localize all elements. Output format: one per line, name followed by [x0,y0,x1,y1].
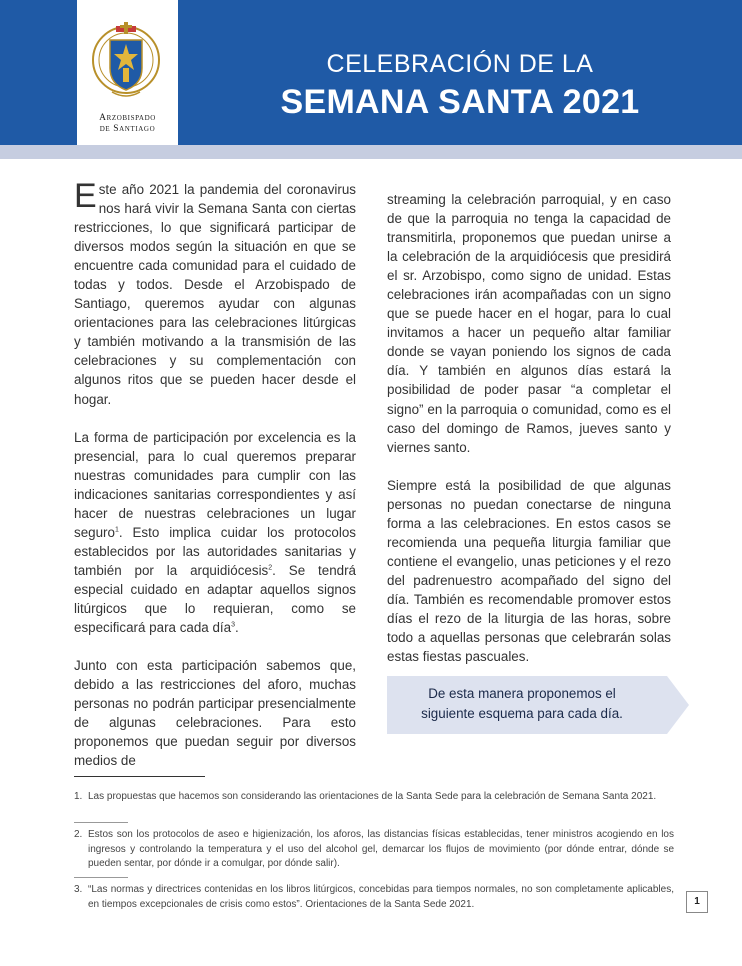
drop-cap: E [74,177,97,215]
footnote-separator [74,877,128,878]
page-title-line2: SEMANA SANTA 2021 [280,83,640,121]
footnote-text: “Las normas y directrices contenidas en los libros litúrgicos, concebidas para tiempos normales, no son completamente aplicables, en tiempos excepcionales de crisis como estos”. Orientaciones de la Santa Sede 2021. [88,884,674,910]
footnote-1 [74,790,674,805]
page-title-line1: CELEBRACIÓN DE LA [326,50,594,78]
footnote-3 [74,883,674,912]
callout-text [387,684,657,724]
footnote-separator [74,822,128,823]
header-sub-band [0,145,742,159]
callout-box [387,676,689,734]
footnote-ref: 1 [114,526,119,534]
logo-text-line1: Arzobispado [99,113,156,123]
paragraph-intro [74,177,356,409]
footnote-rule [74,776,205,777]
footnote-ref: 3 [231,621,235,629]
footnote-2 [74,828,674,872]
footnote-ref: 2 [268,564,273,572]
paragraph-family-liturgy: Siempre está la posibilidad de que algunas personas no puedan conectarse de ninguna forma a las celebraciones. En estos casos se recomienda una pequeña liturgia familiar que contiene el evangelio, unas peticiones y el rezo del padrenuestro acompañado del signo del día. También es recomendable promover estos días el rezo de la liturgia de las horas, sobre todo a aquellas personas que celebrarán solas estas fiestas pascuales. [387,477,671,665]
paragraph-text: . Esto implica cuidar los protocolos establecidos por las autoridades sanitarias y también por la arquidiócesis [74,524,356,578]
footnote-number: 2. [74,829,83,840]
footnote-number: 1. [74,791,83,802]
logo [77,0,178,145]
paragraph-participation [74,428,356,638]
footnote-text: Estos son los protocolos de aseo e higienización, los aforos, las distancias físicas establecidas, tener ministros acogiendo en los ingresos y controlando la temperatura y el uso del alcohol gel, demarcar los flujos de movimiento (por dónde entrar, dónde se pueden sentar, por dónde ir a comulgar, por dónde salir). [88,829,674,869]
paragraph-intro-text: ste año 2021 la pandemia del coronavirus nos hará vivir la Semana Santa con ciertas restricciones, lo que significará participar de diversos modos según la situación en que se encuentre cada comunidad para el cuidado de todas y todos. Desde el Arzobispado de Santiago, queremos ayudar con algunas orientaciones para las celebraciones litúrgicas y también motivando a la transmisión de las celebraciones y su complementación con algunos ritos que se pueden hacer desde el hogar. [74,182,356,407]
footnote-text: Las propuestas que hacemos son considerando las orientaciones de la Santa Sede para la celebración de Semana Santa 2021. [88,791,657,802]
right-column [387,190,671,685]
callout-line1: De esta manera proponemos el [428,686,616,701]
callout-line2: siguiente esquema para cada día. [421,706,623,721]
paragraph-streaming: Junto con esta participación sabemos que, debido a las restricciones del aforo, muchas personas no podrán participar presencialmente de algunas celebraciones. Para esto proponemos que puedan seguir por diversos medios de [74,658,356,769]
paragraph-text: . [234,620,239,636]
page-number: 1 [686,891,708,913]
left-column [74,177,357,789]
paragraph-text: . Se tendrá especial cuidado en adaptar aquellos signos litúrgicos que lo requieran, como se especificará para cada día [74,562,357,636]
archdiocese-crest-icon [90,20,162,102]
footnote-number: 3. [74,884,83,895]
paragraph-streaming-cont: streaming la celebración parroquial, y en caso de que la parroquia no tenga la capacidad de transmitirla, proponemos que puedan unirse a la celebración de la arquidiócesis que presidirá el sr. Arzobispo, como signo de unidad. Estas celebraciones irán acompañadas con un signo que se puede hacer en el hogar, para lo cual invitamos a hacer un pequeño altar familiar donde se vayan poniendo los signos de cada día. Y también en algunos días estará la posibilidad de poder pasar “a completar el signo” en la parroquia o comunidad, como es el caso del domingo de Ramos, jueves santo y viernes santo. [387,192,671,455]
paragraph-text: La forma de participación por excelencia es la presencial, para lo cual queremos preparar nuestras comunidades para cumplir con las indicaciones sanitarias correspondientes y así hacer de nuestras celebraciones un lugar seguro [74,429,356,540]
logo-text-line2: de Santiago [99,124,156,134]
